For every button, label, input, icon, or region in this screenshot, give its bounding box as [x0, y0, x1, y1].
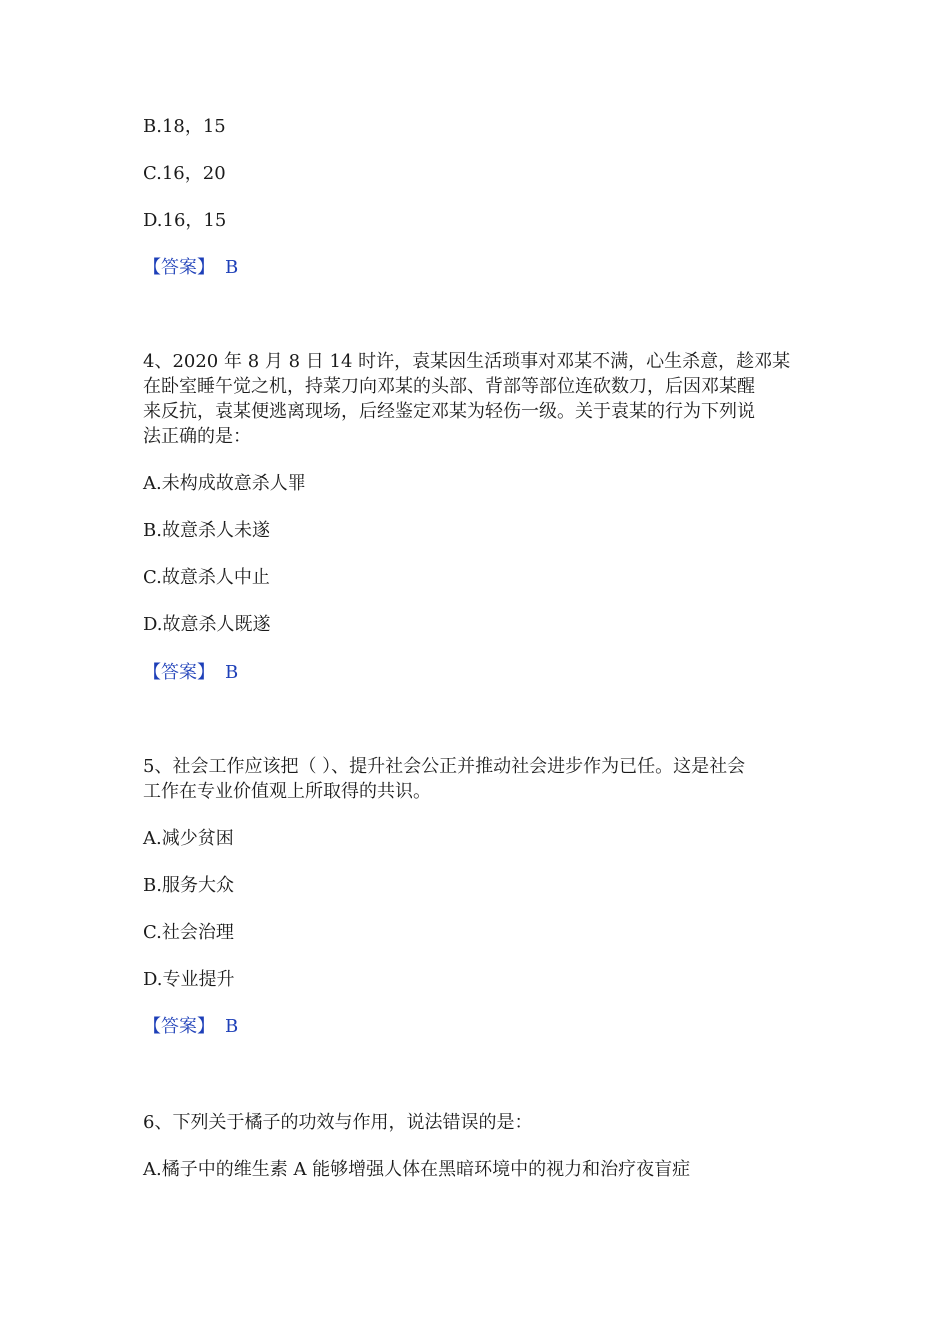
q5-option-d: D.专业提升: [143, 969, 235, 990]
q4-option-c: C.故意杀人中止: [143, 567, 270, 588]
q3-answer-tag: 【答案】: [143, 257, 215, 278]
q4-stem-line-1: 4、2020 年 8 月 8 日 14 时许，袁某因生活琐事对邓某不满，心生杀意，趁邓某: [143, 351, 791, 372]
q5-option-b: B.服务大众: [143, 875, 234, 896]
q5-stem-line-2: 工作在专业价值观上所取得的共识。: [143, 781, 431, 802]
q6-stem-line-1: 6、下列关于橘子的功效与作用，说法错误的是：: [143, 1112, 533, 1133]
q6-option-a: A.橘子中的维生素 A 能够增强人体在黑暗环境中的视力和治疗夜盲症: [143, 1159, 691, 1180]
q5-option-a: A.减少贫困: [143, 828, 234, 849]
q3-answer: [143, 255, 238, 280]
q4-stem-line-4: 法正确的是：: [143, 426, 251, 447]
q4-stem-line-2: 在卧室睡午觉之机，持菜刀向邓某的头部、背部等部位连砍数刀，后因邓某醒: [143, 376, 755, 397]
q4-option-b: B.故意杀人未遂: [143, 520, 270, 541]
q4-option-d: D.故意杀人既遂: [143, 614, 271, 635]
q5-answer-tag: 【答案】: [143, 1016, 215, 1037]
q4-answer: [143, 660, 238, 685]
q5-stem-line-1: 5、社会工作应该把（ ）、提升社会公正并推动社会进步作为已任。这是社会: [143, 756, 746, 777]
q4-stem-line-3: 来反抗，袁某便逃离现场，后经鉴定邓某为轻伤一级。关于袁某的行为下列说: [143, 401, 755, 422]
q3-answer-value: B: [225, 257, 239, 278]
q3-option-d: D.16，15: [143, 210, 227, 231]
q5-option-c: C.社会治理: [143, 922, 234, 943]
q4-answer-value: B: [225, 662, 239, 683]
q3-option-b: B.18，15: [143, 116, 226, 137]
q4-option-a: A.未构成故意杀人罪: [143, 473, 306, 494]
q5-answer-value: B: [225, 1016, 239, 1037]
q3-option-c: C.16，20: [143, 163, 226, 184]
q5-answer: [143, 1014, 238, 1039]
q4-answer-tag: 【答案】: [143, 662, 215, 683]
